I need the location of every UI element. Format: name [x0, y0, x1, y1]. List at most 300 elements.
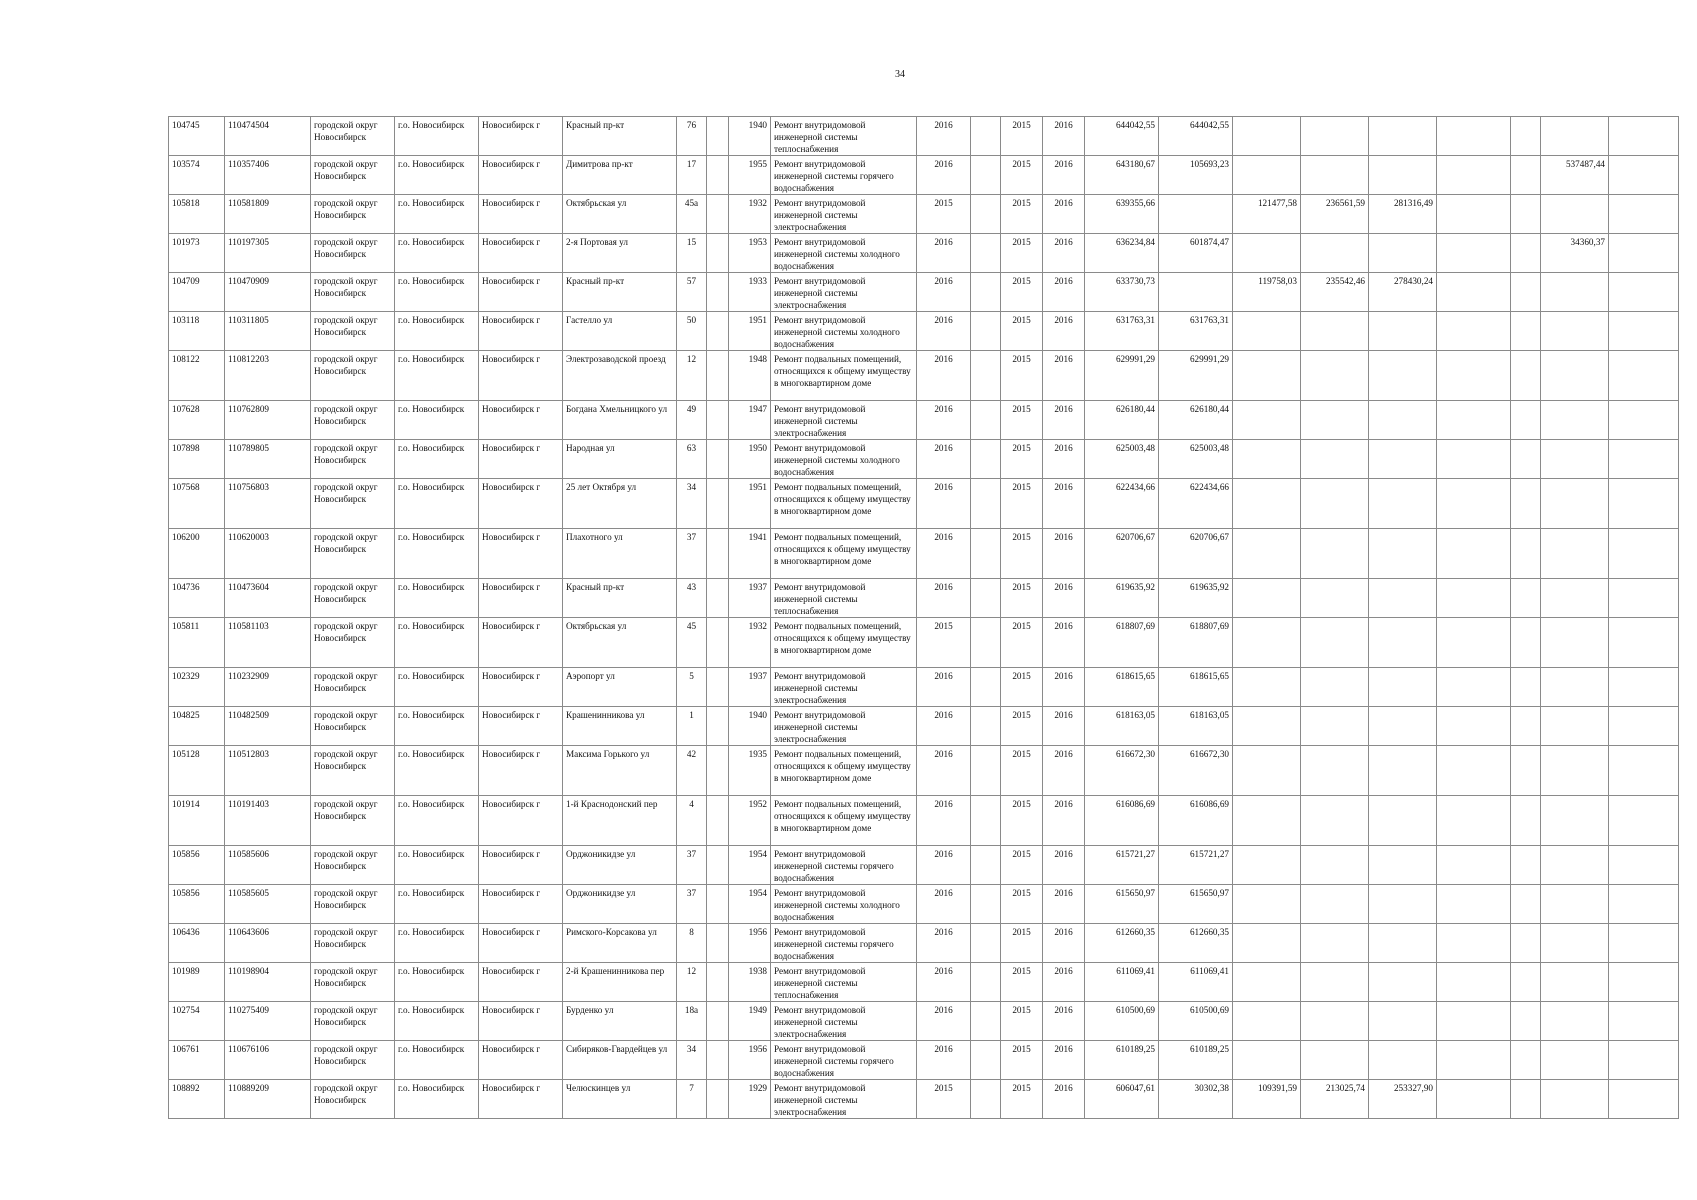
- cell-owners-funds: [1541, 846, 1609, 885]
- cell-object-code: 110676106: [225, 1041, 311, 1080]
- table-row: [169, 846, 1679, 885]
- cell-fund-cost: 30302,38: [1159, 1080, 1233, 1119]
- cell-start-year: 2015: [1001, 1041, 1043, 1080]
- cell-other-funds-a: [1437, 885, 1511, 924]
- cell-local-funds: [1369, 796, 1437, 846]
- cell-fund-cost: 611069,41: [1159, 963, 1233, 1002]
- cell-plan-year: 2016: [917, 351, 971, 401]
- cell-street: 25 лет Октября ул: [563, 479, 677, 529]
- cell-blank-col: [971, 846, 1001, 885]
- cell-record-id: 102754: [169, 1002, 225, 1041]
- cell-build-year: 1955: [729, 156, 771, 195]
- cell-regional-funds: 236561,59: [1301, 195, 1369, 234]
- cell-building-part: [707, 885, 729, 924]
- cell-other-funds-b: [1609, 1080, 1679, 1119]
- cell-regional-funds: [1301, 579, 1369, 618]
- cell-plan-year: 2016: [917, 846, 971, 885]
- cell-street: Октябрьская ул: [563, 618, 677, 668]
- cell-blank-col: [971, 707, 1001, 746]
- cell-local-funds: [1369, 312, 1437, 351]
- cell-local-funds: [1369, 963, 1437, 1002]
- table-row: [169, 963, 1679, 1002]
- cell-end-year: 2016: [1043, 707, 1085, 746]
- cell-building-part: [707, 924, 729, 963]
- cell-object-code: 110812203: [225, 351, 311, 401]
- cell-federal-funds: [1233, 479, 1301, 529]
- cell-build-year: 1932: [729, 195, 771, 234]
- cell-object-code: 110470909: [225, 273, 311, 312]
- cell-municipality: городской округ Новосибирск: [311, 618, 395, 668]
- cell-start-year: 2015: [1001, 479, 1043, 529]
- cell-building-part: [707, 401, 729, 440]
- cell-end-year: 2016: [1043, 273, 1085, 312]
- cell-other-funds-b: [1609, 618, 1679, 668]
- cell-blank-col-2: [1511, 796, 1541, 846]
- cell-owners-funds: [1541, 1002, 1609, 1041]
- cell-owners-funds: [1541, 579, 1609, 618]
- cell-end-year: 2016: [1043, 479, 1085, 529]
- cell-owners-funds: [1541, 1041, 1609, 1080]
- cell-build-year: 1954: [729, 885, 771, 924]
- cell-settlement-district: г.о. Новосибирск: [395, 963, 479, 1002]
- cell-start-year: 2015: [1001, 529, 1043, 579]
- cell-street: Народная ул: [563, 440, 677, 479]
- cell-settlement-district: г.о. Новосибирск: [395, 579, 479, 618]
- cell-start-year: 2015: [1001, 963, 1043, 1002]
- cell-record-id: 107898: [169, 440, 225, 479]
- cell-work-type: Ремонт внутридомовой инженерной системы горячего водоснабжения: [771, 156, 917, 195]
- cell-work-type: Ремонт внутридомовой инженерной системы горячего водоснабжения: [771, 846, 917, 885]
- cell-plan-year: 2016: [917, 401, 971, 440]
- cell-other-funds-b: [1609, 273, 1679, 312]
- cell-object-code: 110789805: [225, 440, 311, 479]
- cell-federal-funds: [1233, 707, 1301, 746]
- cell-building-part: [707, 529, 729, 579]
- cell-local-funds: [1369, 401, 1437, 440]
- cell-regional-funds: [1301, 746, 1369, 796]
- cell-street: Орджоникидзе ул: [563, 846, 677, 885]
- cell-end-year: 2016: [1043, 924, 1085, 963]
- cell-locality: Новосибирск г: [479, 963, 563, 1002]
- cell-work-type: Ремонт внутридомовой инженерной системы электроснабжения: [771, 273, 917, 312]
- cell-federal-funds: [1233, 234, 1301, 273]
- cell-regional-funds: [1301, 529, 1369, 579]
- cell-build-year: 1951: [729, 479, 771, 529]
- cell-total-cost: 611069,41: [1085, 963, 1159, 1002]
- cell-other-funds-b: [1609, 668, 1679, 707]
- cell-local-funds: [1369, 846, 1437, 885]
- cell-start-year: 2015: [1001, 1080, 1043, 1119]
- cell-other-funds-b: [1609, 401, 1679, 440]
- cell-other-funds-b: [1609, 707, 1679, 746]
- cell-settlement-district: г.о. Новосибирск: [395, 668, 479, 707]
- cell-settlement-district: г.о. Новосибирск: [395, 924, 479, 963]
- cell-end-year: 2016: [1043, 156, 1085, 195]
- cell-municipality: городской округ Новосибирск: [311, 117, 395, 156]
- cell-plan-year: 2015: [917, 618, 971, 668]
- table-row: [169, 1080, 1679, 1119]
- cell-other-funds-a: [1437, 1041, 1511, 1080]
- cell-object-code: 110482509: [225, 707, 311, 746]
- cell-start-year: 2015: [1001, 195, 1043, 234]
- cell-record-id: 104709: [169, 273, 225, 312]
- cell-object-code: 110643606: [225, 924, 311, 963]
- cell-blank-col-2: [1511, 529, 1541, 579]
- cell-settlement-district: г.о. Новосибирск: [395, 273, 479, 312]
- cell-blank-col-2: [1511, 117, 1541, 156]
- cell-other-funds-a: [1437, 963, 1511, 1002]
- cell-total-cost: 633730,73: [1085, 273, 1159, 312]
- cell-owners-funds: 537487,44: [1541, 156, 1609, 195]
- cell-locality: Новосибирск г: [479, 796, 563, 846]
- cell-house-number: 37: [677, 885, 707, 924]
- cell-building-part: [707, 234, 729, 273]
- cell-blank-col-2: [1511, 668, 1541, 707]
- cell-record-id: 105856: [169, 846, 225, 885]
- cell-build-year: 1956: [729, 1041, 771, 1080]
- cell-other-funds-a: [1437, 1080, 1511, 1119]
- cell-blank-col: [971, 117, 1001, 156]
- cell-house-number: 50: [677, 312, 707, 351]
- cell-building-part: [707, 618, 729, 668]
- cell-total-cost: 612660,35: [1085, 924, 1159, 963]
- cell-local-funds: [1369, 479, 1437, 529]
- cell-end-year: 2016: [1043, 963, 1085, 1002]
- cell-record-id: 107628: [169, 401, 225, 440]
- cell-regional-funds: [1301, 1002, 1369, 1041]
- cell-record-id: 108122: [169, 351, 225, 401]
- cell-fund-cost: 615650,97: [1159, 885, 1233, 924]
- cell-blank-col: [971, 746, 1001, 796]
- cell-start-year: 2015: [1001, 924, 1043, 963]
- cell-total-cost: 620706,67: [1085, 529, 1159, 579]
- cell-other-funds-a: [1437, 668, 1511, 707]
- cell-locality: Новосибирск г: [479, 707, 563, 746]
- cell-plan-year: 2016: [917, 579, 971, 618]
- cell-build-year: 1956: [729, 924, 771, 963]
- cell-street: Плахотного ул: [563, 529, 677, 579]
- table-row: [169, 618, 1679, 668]
- cell-federal-funds: [1233, 312, 1301, 351]
- cell-plan-year: 2016: [917, 234, 971, 273]
- cell-end-year: 2016: [1043, 1002, 1085, 1041]
- cell-work-type: Ремонт подвальных помещений, относящихся к общему имуществу в многоквартирном доме: [771, 529, 917, 579]
- cell-regional-funds: [1301, 885, 1369, 924]
- cell-local-funds: 281316,49: [1369, 195, 1437, 234]
- cell-settlement-district: г.о. Новосибирск: [395, 1002, 479, 1041]
- cell-house-number: 1: [677, 707, 707, 746]
- cell-municipality: городской округ Новосибирск: [311, 156, 395, 195]
- cell-plan-year: 2016: [917, 273, 971, 312]
- cell-regional-funds: [1301, 846, 1369, 885]
- cell-regional-funds: [1301, 707, 1369, 746]
- cell-build-year: 1953: [729, 234, 771, 273]
- cell-start-year: 2015: [1001, 885, 1043, 924]
- cell-settlement-district: г.о. Новосибирск: [395, 1041, 479, 1080]
- cell-build-year: 1937: [729, 668, 771, 707]
- cell-settlement-district: г.о. Новосибирск: [395, 117, 479, 156]
- cell-municipality: городской округ Новосибирск: [311, 312, 395, 351]
- cell-blank-col-2: [1511, 1080, 1541, 1119]
- cell-record-id: 104736: [169, 579, 225, 618]
- cell-owners-funds: [1541, 351, 1609, 401]
- cell-start-year: 2015: [1001, 846, 1043, 885]
- cell-house-number: 7: [677, 1080, 707, 1119]
- cell-federal-funds: [1233, 351, 1301, 401]
- cell-house-number: 4: [677, 796, 707, 846]
- cell-other-funds-a: [1437, 746, 1511, 796]
- cell-municipality: городской округ Новосибирск: [311, 529, 395, 579]
- cell-street: Красный пр-кт: [563, 117, 677, 156]
- cell-street: Богдана Хмельницкого ул: [563, 401, 677, 440]
- cell-start-year: 2015: [1001, 117, 1043, 156]
- cell-total-cost: 631763,31: [1085, 312, 1159, 351]
- cell-building-part: [707, 156, 729, 195]
- cell-local-funds: [1369, 351, 1437, 401]
- cell-plan-year: 2015: [917, 195, 971, 234]
- cell-locality: Новосибирск г: [479, 351, 563, 401]
- cell-build-year: 1937: [729, 579, 771, 618]
- table-row: [169, 351, 1679, 401]
- cell-object-code: 110357406: [225, 156, 311, 195]
- cell-settlement-district: г.о. Новосибирск: [395, 846, 479, 885]
- cell-other-funds-b: [1609, 529, 1679, 579]
- cell-object-code: 110473604: [225, 579, 311, 618]
- cell-total-cost: 618615,65: [1085, 668, 1159, 707]
- cell-house-number: 45: [677, 618, 707, 668]
- cell-local-funds: [1369, 117, 1437, 156]
- cell-building-part: [707, 312, 729, 351]
- cell-end-year: 2016: [1043, 618, 1085, 668]
- cell-work-type: Ремонт внутридомовой инженерной системы теплоснабжения: [771, 963, 917, 1002]
- cell-other-funds-a: [1437, 234, 1511, 273]
- cell-local-funds: [1369, 618, 1437, 668]
- cell-total-cost: 615721,27: [1085, 846, 1159, 885]
- cell-build-year: 1935: [729, 746, 771, 796]
- cell-federal-funds: [1233, 529, 1301, 579]
- cell-object-code: 110275409: [225, 1002, 311, 1041]
- cell-other-funds-b: [1609, 234, 1679, 273]
- cell-object-code: 110585606: [225, 846, 311, 885]
- table-row: [169, 668, 1679, 707]
- cell-regional-funds: [1301, 117, 1369, 156]
- cell-municipality: городской округ Новосибирск: [311, 885, 395, 924]
- cell-municipality: городской округ Новосибирск: [311, 479, 395, 529]
- cell-building-part: [707, 351, 729, 401]
- cell-work-type: Ремонт внутридомовой инженерной системы теплоснабжения: [771, 579, 917, 618]
- cell-house-number: 34: [677, 1041, 707, 1080]
- cell-house-number: 57: [677, 273, 707, 312]
- cell-blank-col-2: [1511, 234, 1541, 273]
- cell-other-funds-b: [1609, 479, 1679, 529]
- cell-municipality: городской округ Новосибирск: [311, 668, 395, 707]
- cell-settlement-district: г.о. Новосибирск: [395, 351, 479, 401]
- cell-total-cost: 606047,61: [1085, 1080, 1159, 1119]
- cell-settlement-district: г.о. Новосибирск: [395, 796, 479, 846]
- cell-record-id: 106761: [169, 1041, 225, 1080]
- cell-locality: Новосибирск г: [479, 312, 563, 351]
- cell-record-id: 106200: [169, 529, 225, 579]
- cell-other-funds-b: [1609, 746, 1679, 796]
- cell-total-cost: 644042,55: [1085, 117, 1159, 156]
- cell-owners-funds: [1541, 273, 1609, 312]
- cell-work-type: Ремонт внутридомовой инженерной системы холодного водоснабжения: [771, 234, 917, 273]
- cell-fund-cost: 618163,05: [1159, 707, 1233, 746]
- cell-object-code: 110311805: [225, 312, 311, 351]
- cell-other-funds-a: [1437, 273, 1511, 312]
- cell-record-id: 105856: [169, 885, 225, 924]
- cell-building-part: [707, 796, 729, 846]
- cell-build-year: 1954: [729, 846, 771, 885]
- cell-building-part: [707, 579, 729, 618]
- cell-local-funds: [1369, 234, 1437, 273]
- cell-start-year: 2015: [1001, 273, 1043, 312]
- cell-total-cost: 626180,44: [1085, 401, 1159, 440]
- cell-blank-col-2: [1511, 273, 1541, 312]
- cell-owners-funds: [1541, 885, 1609, 924]
- cell-other-funds-b: [1609, 440, 1679, 479]
- cell-federal-funds: 119758,03: [1233, 273, 1301, 312]
- cell-locality: Новосибирск г: [479, 440, 563, 479]
- cell-blank-col: [971, 312, 1001, 351]
- cell-build-year: 1940: [729, 707, 771, 746]
- cell-settlement-district: г.о. Новосибирск: [395, 156, 479, 195]
- cell-work-type: Ремонт внутридомовой инженерной системы электроснабжения: [771, 401, 917, 440]
- cell-owners-funds: 34360,37: [1541, 234, 1609, 273]
- cell-other-funds-a: [1437, 440, 1511, 479]
- cell-blank-col: [971, 351, 1001, 401]
- cell-municipality: городской округ Новосибирск: [311, 401, 395, 440]
- cell-object-code: 110512803: [225, 746, 311, 796]
- cell-record-id: 106436: [169, 924, 225, 963]
- cell-end-year: 2016: [1043, 529, 1085, 579]
- cell-plan-year: 2016: [917, 156, 971, 195]
- cell-settlement-district: г.о. Новосибирск: [395, 440, 479, 479]
- cell-building-part: [707, 707, 729, 746]
- cell-other-funds-a: [1437, 529, 1511, 579]
- cell-settlement-district: г.о. Новосибирск: [395, 195, 479, 234]
- cell-total-cost: 639355,66: [1085, 195, 1159, 234]
- cell-work-type: Ремонт внутридомовой инженерной системы теплоснабжения: [771, 117, 917, 156]
- cell-object-code: 110191403: [225, 796, 311, 846]
- cell-settlement-district: г.о. Новосибирск: [395, 529, 479, 579]
- cell-object-code: 110232909: [225, 668, 311, 707]
- cell-fund-cost: 620706,67: [1159, 529, 1233, 579]
- cell-owners-funds: [1541, 312, 1609, 351]
- cell-plan-year: 2016: [917, 796, 971, 846]
- cell-street: 2-я Портовая ул: [563, 234, 677, 273]
- cell-blank-col-2: [1511, 746, 1541, 796]
- cell-fund-cost: 644042,55: [1159, 117, 1233, 156]
- cell-locality: Новосибирск г: [479, 746, 563, 796]
- table-row: [169, 195, 1679, 234]
- cell-local-funds: 278430,24: [1369, 273, 1437, 312]
- cell-total-cost: 643180,67: [1085, 156, 1159, 195]
- cell-municipality: городской округ Новосибирск: [311, 273, 395, 312]
- cell-fund-cost: 601874,47: [1159, 234, 1233, 273]
- cell-regional-funds: [1301, 618, 1369, 668]
- cell-settlement-district: г.о. Новосибирск: [395, 707, 479, 746]
- cell-municipality: городской округ Новосибирск: [311, 707, 395, 746]
- cell-other-funds-b: [1609, 156, 1679, 195]
- cell-building-part: [707, 1080, 729, 1119]
- cell-blank-col: [971, 234, 1001, 273]
- cell-work-type: Ремонт внутридомовой инженерной системы электроснабжения: [771, 707, 917, 746]
- cell-local-funds: [1369, 1041, 1437, 1080]
- table-row: [169, 273, 1679, 312]
- cell-settlement-district: г.о. Новосибирск: [395, 618, 479, 668]
- cell-total-cost: 622434,66: [1085, 479, 1159, 529]
- cell-blank-col: [971, 1002, 1001, 1041]
- table-row: [169, 1002, 1679, 1041]
- cell-work-type: Ремонт подвальных помещений, относящихся к общему имуществу в многоквартирном доме: [771, 746, 917, 796]
- table-row: [169, 312, 1679, 351]
- table-row: [169, 796, 1679, 846]
- cell-end-year: 2016: [1043, 351, 1085, 401]
- cell-other-funds-a: [1437, 156, 1511, 195]
- cell-street: Красный пр-кт: [563, 273, 677, 312]
- cell-municipality: городской округ Новосибирск: [311, 746, 395, 796]
- cell-fund-cost: 615721,27: [1159, 846, 1233, 885]
- cell-other-funds-b: [1609, 351, 1679, 401]
- cell-record-id: 102329: [169, 668, 225, 707]
- cell-start-year: 2015: [1001, 707, 1043, 746]
- table-row: [169, 1041, 1679, 1080]
- cell-municipality: городской округ Новосибирск: [311, 1002, 395, 1041]
- cell-object-code: 110581103: [225, 618, 311, 668]
- cell-end-year: 2016: [1043, 668, 1085, 707]
- cell-street: Октябрьская ул: [563, 195, 677, 234]
- cell-federal-funds: 121477,58: [1233, 195, 1301, 234]
- cell-other-funds-a: [1437, 401, 1511, 440]
- cell-settlement-district: г.о. Новосибирск: [395, 885, 479, 924]
- cell-work-type: Ремонт внутридомовой инженерной системы горячего водоснабжения: [771, 1041, 917, 1080]
- cell-plan-year: 2015: [917, 1080, 971, 1119]
- cell-street: Красный пр-кт: [563, 579, 677, 618]
- cell-owners-funds: [1541, 117, 1609, 156]
- cell-other-funds-b: [1609, 963, 1679, 1002]
- table-row: [169, 707, 1679, 746]
- cell-total-cost: 615650,97: [1085, 885, 1159, 924]
- cell-plan-year: 2016: [917, 707, 971, 746]
- cell-blank-col: [971, 885, 1001, 924]
- cell-street: Сибиряков-Гвардейцев ул: [563, 1041, 677, 1080]
- cell-blank-col-2: [1511, 351, 1541, 401]
- cell-house-number: 43: [677, 579, 707, 618]
- cell-start-year: 2015: [1001, 440, 1043, 479]
- cell-federal-funds: [1233, 963, 1301, 1002]
- cell-end-year: 2016: [1043, 1080, 1085, 1119]
- cell-blank-col: [971, 579, 1001, 618]
- cell-work-type: Ремонт внутридомовой инженерной системы электроснабжения: [771, 195, 917, 234]
- cell-fund-cost: 618807,69: [1159, 618, 1233, 668]
- cell-regional-funds: [1301, 479, 1369, 529]
- cell-other-funds-b: [1609, 885, 1679, 924]
- cell-total-cost: 616672,30: [1085, 746, 1159, 796]
- cell-start-year: 2015: [1001, 401, 1043, 440]
- cell-blank-col: [971, 273, 1001, 312]
- cell-record-id: 101914: [169, 796, 225, 846]
- cell-total-cost: 619635,92: [1085, 579, 1159, 618]
- cell-regional-funds: [1301, 796, 1369, 846]
- cell-blank-col: [971, 668, 1001, 707]
- cell-house-number: 12: [677, 963, 707, 1002]
- cell-locality: Новосибирск г: [479, 156, 563, 195]
- cell-fund-cost: 629991,29: [1159, 351, 1233, 401]
- cell-building-part: [707, 273, 729, 312]
- cell-other-funds-a: [1437, 479, 1511, 529]
- cell-street: Электрозаводской проезд: [563, 351, 677, 401]
